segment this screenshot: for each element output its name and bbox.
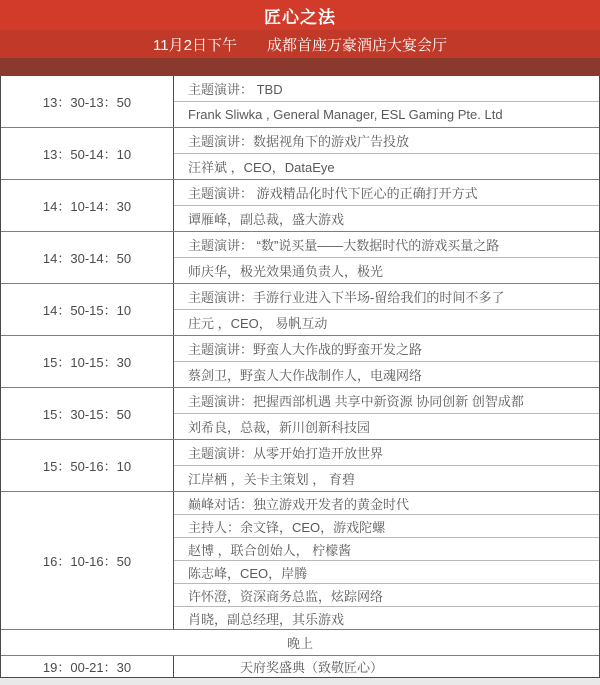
session-rows <box>174 284 599 335</box>
session-rows <box>174 128 599 179</box>
session-row: 主题演讲：手游行业进入下半场-留给我们的时间不多了 <box>188 290 505 305</box>
time-cell: 14：10-14：30 <box>1 180 174 231</box>
session-row: 赵博 ，联合创始人， 柠檬酱 <box>174 537 599 560</box>
time-cell: 15：10-15：30 <box>1 336 174 387</box>
event-date: 11月2日下午 <box>153 36 237 54</box>
time-cell: 14：50-15：10 <box>1 284 174 335</box>
session-rows <box>174 440 599 491</box>
session-rows <box>174 180 599 231</box>
time-cell: 15：50-16：10 <box>1 440 174 491</box>
schedule-block <box>1 179 599 231</box>
evening-label: 晚上 <box>286 636 313 651</box>
schedule-table <box>0 76 600 678</box>
evening-event-row <box>1 655 599 677</box>
schedule-blocks <box>1 76 599 629</box>
session-row: 陈志峰，CEO，岸腾 <box>174 560 599 583</box>
schedule-block <box>1 335 599 387</box>
session-row: 主题演讲：数据视角下的游戏广告投放 <box>188 134 410 149</box>
session-rows <box>174 388 599 439</box>
session-row: 主题演讲： 游戏精品化时代下匠心的正确打开方式 <box>188 186 478 201</box>
schedule-block <box>1 76 599 127</box>
schedule-block <box>1 231 599 283</box>
time-cell: 14：30-14：50 <box>1 232 174 283</box>
session-row: 主题演讲：把握西部机遇 共享中新资源 协同创新 创智成都 <box>188 394 524 409</box>
session-row: 师庆华，极光效果通负责人，极光 <box>174 257 599 283</box>
session-row: 庄元 ，CEO， 易帆互动 <box>174 309 599 335</box>
time-cell: 13：30-13：50 <box>1 76 174 127</box>
time-cell <box>1 656 174 677</box>
session-row: 谭雁峰，副总裁，盛大游戏 <box>174 205 599 231</box>
header-divider-band <box>0 58 600 76</box>
session-rows <box>174 492 599 629</box>
session-row: 主题演讲：从零开始打造开放世界 <box>188 446 384 461</box>
session-rows <box>174 232 599 283</box>
session-row: 汪祥斌 ，CEO，DataEye <box>174 153 599 179</box>
schedule-block <box>1 491 599 629</box>
page-subtitle <box>0 30 600 58</box>
schedule-block <box>1 127 599 179</box>
session-row: 主题演讲： “数”说买量——大数据时代的游戏买量之路 <box>188 238 500 253</box>
session-row: 巅峰对话：独立游戏开发者的黄金时代 <box>188 496 410 512</box>
schedule-block <box>1 387 599 439</box>
session-row: 蔡剑卫，野蛮人大作战制作人，电魂网络 <box>174 361 599 387</box>
session-row: Frank Sliwka , General Manager, ESL Gaming Pte. Ltd <box>174 101 599 127</box>
evening-event-time: 19：00-21：30 <box>42 660 132 675</box>
session-rows <box>174 336 599 387</box>
time-cell: 13：50-14：10 <box>1 128 174 179</box>
evening-section-header <box>1 629 599 655</box>
session-rows <box>174 76 599 127</box>
session-row: 江岸栖 ，关卡主策划 ， 育碧 <box>174 465 599 491</box>
session-row: 许怀澄，资深商务总监，炫踪网络 <box>174 583 599 606</box>
session-row: 主持人：余文锋，CEO，游戏陀螺 <box>174 514 599 537</box>
schedule-block <box>1 439 599 491</box>
session-row: 刘希良，总裁，新川创新科技园 <box>174 413 599 439</box>
event-venue: 成都首座万豪酒店大宴会厅 <box>266 36 447 54</box>
session-row: 主题演讲：野蛮人大作战的野蛮开发之路 <box>188 342 423 357</box>
session-row: 主题演讲： TBD <box>188 82 283 97</box>
time-cell: 15：30-15：50 <box>1 388 174 439</box>
page-title-text: 匠心之法 <box>264 7 336 27</box>
time-cell: 16：10-16：50 <box>1 492 174 629</box>
page-title <box>0 0 600 30</box>
evening-event-title: 天府奖盛典（致敬匠心） <box>239 660 383 675</box>
session-row: 肖晓，副总经理，其乐游戏 <box>174 606 599 629</box>
schedule-block <box>1 283 599 335</box>
